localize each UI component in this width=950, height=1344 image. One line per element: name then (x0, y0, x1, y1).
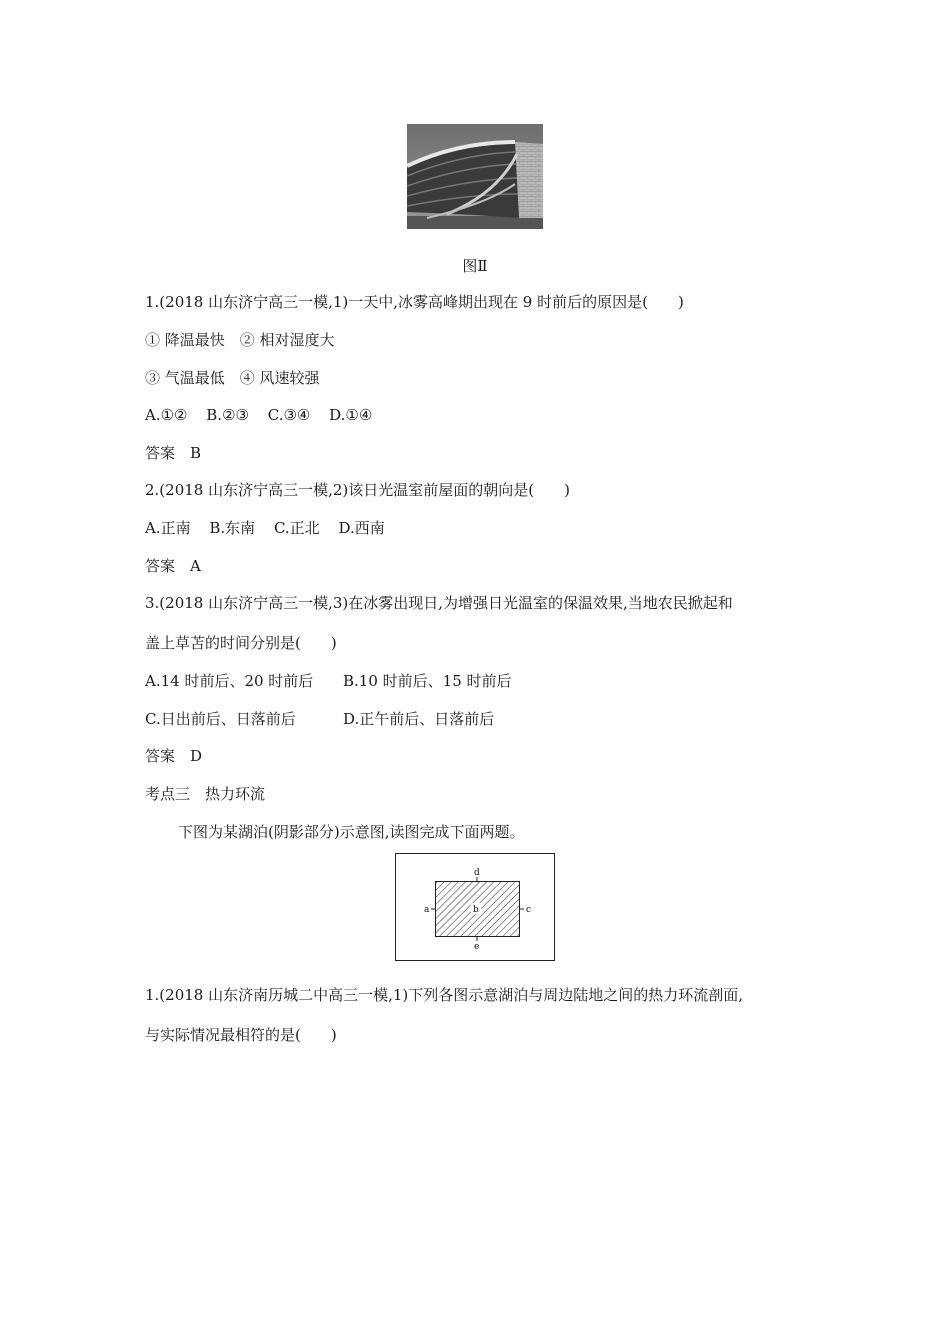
q3-choice-a: A.14 时前后、20 时前后 (145, 672, 314, 690)
intro-text: 下图为某湖泊(阴影部分)示意图,读图完成下面两题。 (178, 823, 525, 841)
q2-choice-d: D.西南 (338, 519, 385, 537)
q1-choice-d: D.①④ (329, 406, 373, 424)
q3-choices-row1 (145, 671, 512, 691)
q2-answer: 答案 A (145, 557, 201, 575)
lake-diagram (395, 853, 555, 961)
q3-answer: 答案 D (145, 747, 203, 765)
q1-stem: 1.(2018 山东济宁高三一模,1)一天中,冰雾高峰期出现在 9 时前后的原因是( ) (145, 293, 684, 311)
q1-choice-b: B.②③ (206, 406, 249, 424)
label-b: b (473, 905, 479, 915)
q1-options-line2: ③ 气温最低 ④ 风速较强 (145, 369, 320, 387)
q2-stem: 2.(2018 山东济宁高三一模,2)该日光温室前屋面的朝向是( ) (145, 481, 570, 499)
q3-stem-line2: 盖上草苫的时间分别是( ) (145, 634, 337, 652)
q3-choices-row2 (145, 709, 494, 729)
label-e: e (474, 942, 480, 952)
greenhouse-photo (407, 124, 543, 229)
figure-caption: 图Ⅱ (462, 257, 488, 275)
q3-choice-b: B.10 时前后、15 时前后 (343, 672, 512, 690)
q2-choices (145, 518, 385, 538)
q2-choice-c: C.正北 (273, 519, 320, 537)
q2-choice-b: B.东南 (209, 519, 256, 537)
label-d: d (474, 868, 480, 878)
section-title: 考点三 热力环流 (145, 785, 266, 803)
label-a: a (424, 905, 430, 915)
q1-choice-a: A.①② (145, 406, 188, 424)
q3-choice-d: D.正午前后、日落前后 (343, 710, 495, 728)
q4-stem-line2: 与实际情况最相符的是( ) (145, 1026, 337, 1044)
q3-choice-c: C.日出前后、日落前后 (145, 710, 296, 728)
q4-stem-line1: 1.(2018 山东济南历城二中高三一模,1)下列各图示意湖泊与周边陆地之间的热力环流剖面, (145, 986, 744, 1004)
q1-answer: 答案 B (145, 444, 202, 462)
q1-options-line1: ① 降温最快 ② 相对湿度大 (145, 331, 335, 349)
q3-stem-line1: 3.(2018 山东济宁高三一模,3)在冰雾出现日,为增强日光温室的保温效果,当地农民掀起和 (145, 594, 733, 612)
label-c: c (526, 905, 532, 915)
q2-choice-a: A.正南 (145, 519, 191, 537)
q1-choices (145, 405, 372, 425)
q1-choice-c: C.③④ (267, 406, 311, 424)
